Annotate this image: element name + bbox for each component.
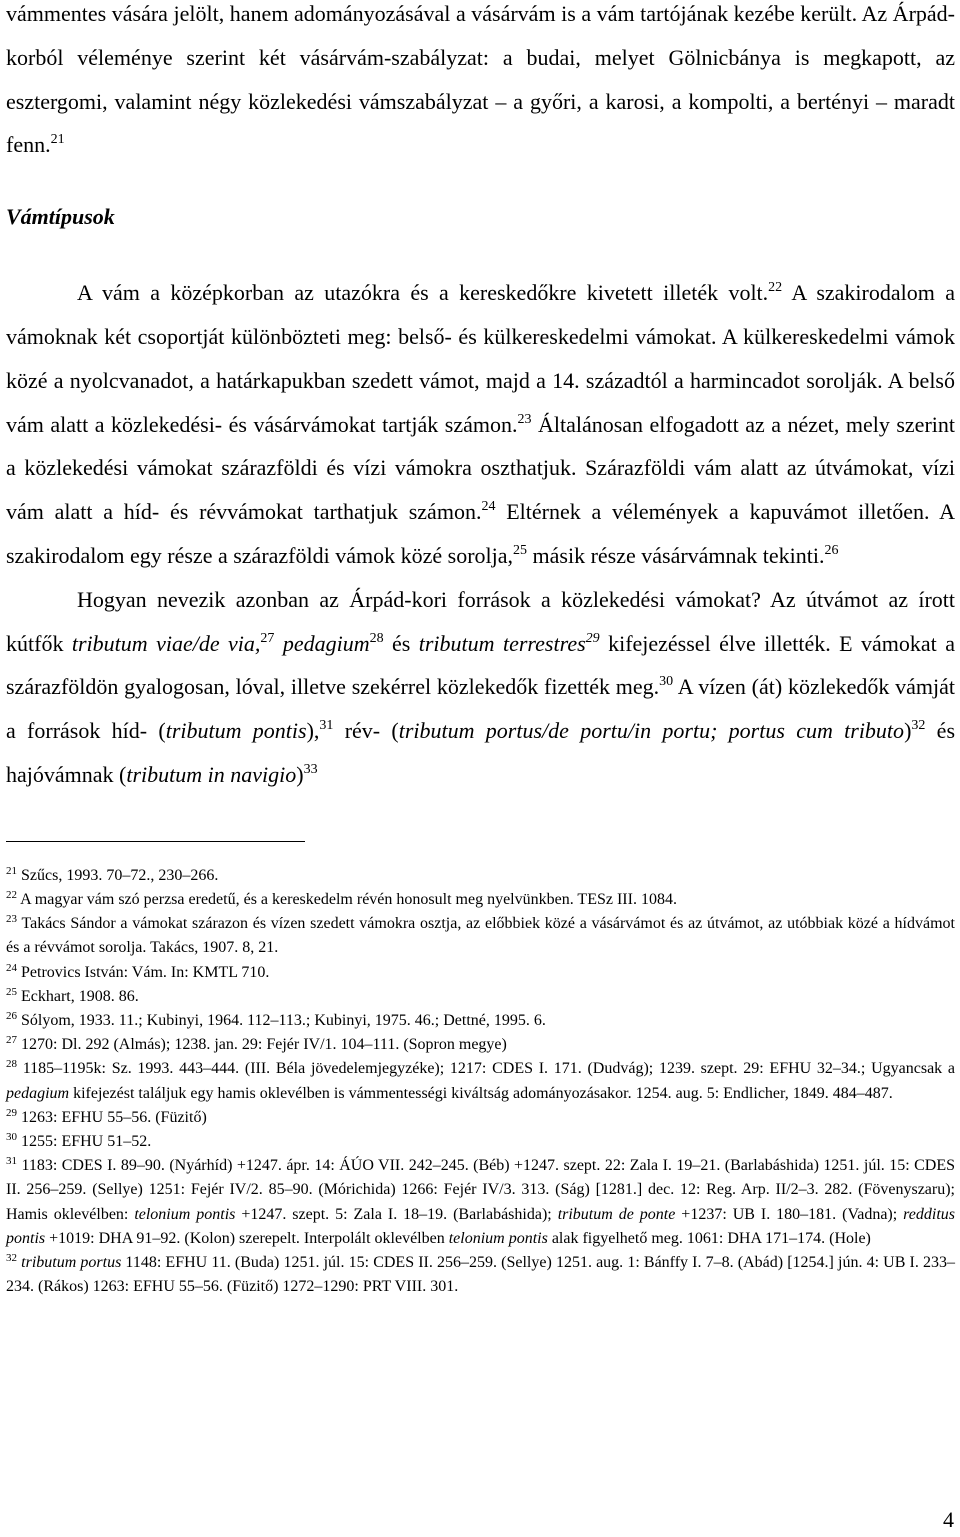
footnote-text: 1255: EFHU 51–52.: [21, 1132, 152, 1150]
footnote-ref-27[interactable]: 27: [260, 630, 275, 646]
footnote-number: 30: [6, 1130, 17, 1143]
footnote-number: 26: [6, 1009, 17, 1022]
page-number: 4: [943, 1507, 954, 1532]
footnote-28: [6, 1057, 955, 1105]
footnote-number: 22: [6, 888, 17, 901]
footnote-text: Sólyom, 1933. 11.; Kubinyi, 1964. 112–113.; Kubinyi, 1975. 46.; Dettné, 1995. 6.: [21, 1011, 546, 1029]
footnote-23: [6, 912, 955, 960]
footnote-separator: [6, 841, 305, 842]
footnote-ref-24[interactable]: 24: [481, 499, 496, 515]
footnote-text: 1270: Dl. 292 (Almás); 1238. jan. 29: Fejér IV/1. 104–111. (Sopron megye): [21, 1036, 507, 1054]
footnote-ref-33[interactable]: 33: [303, 761, 318, 777]
footnote-26: [6, 1009, 955, 1033]
paragraph-forrasok: [6, 578, 955, 797]
latin-term: pedagium: [282, 630, 370, 656]
footnote-text: 1148: EFHU 11. (Buda) 1251. júl. 15: CDES II. 256–259. (Sellye) 1251. aug. 1: Bánffy I. 7–8. (Abád) [1254.] jún. 4: UB I. 233–234. (Rákos) 1263: EFHU 55–56. (Füzitő) 1272–1290: PRT VIII. 301.: [6, 1254, 956, 1296]
footnote-text: 1263: EFHU 55–56. (Füzitő): [21, 1108, 207, 1126]
footnote-text: alak figyelhető meg. 1061: DHA 171–174. (Hole): [547, 1229, 871, 1247]
footnote-ref-21[interactable]: 21: [50, 132, 65, 148]
paragraph-text: kifejezéssel élve illették. E vámokat a szárazföldön gyalogosan, lóval, illetve szekérrel közlekedők fizették meg.: [6, 630, 955, 700]
footnote-ref-31[interactable]: 31: [319, 718, 334, 734]
paragraph-text: rév- (: [333, 718, 399, 744]
footnote-24: [6, 961, 955, 985]
latin-term: tributum in navigio: [126, 761, 297, 787]
footnote-ref-26[interactable]: 26: [824, 542, 839, 558]
footnote-25: [6, 985, 955, 1009]
footnote-ref-22[interactable]: 22: [768, 280, 783, 296]
latin-term: telonium pontis: [134, 1205, 236, 1223]
latin-term: redditus pontis: [6, 1205, 956, 1247]
footnote-22: [6, 888, 955, 912]
footnote-number: 25: [6, 985, 17, 998]
footnote-32: [6, 1251, 955, 1299]
footnote-ref-30[interactable]: 30: [659, 674, 674, 690]
paragraph-text: A vám a középkorban az utazókra és a kereskedőkre kivetett illeték volt.: [77, 280, 769, 306]
paragraph-text: A vízen (át) közlekedők vámját a források híd- (: [6, 674, 955, 744]
footnote-text: +1237: UB I. 180–181. (Vadna);: [675, 1205, 904, 1223]
footnote-29: [6, 1106, 955, 1130]
latin-term: tributum portus: [21, 1254, 122, 1271]
footnote-21: [6, 864, 955, 888]
footnote-text: kifejezést találjuk egy hamis oklevélben is vámmentességi kiváltság adományozásakor. 1254. aug. 5: Endlicher, 1849. 484–487.: [69, 1084, 893, 1102]
footnote-31: [6, 1154, 955, 1251]
footnote-text: Eckhart, 1908. 86.: [21, 987, 139, 1005]
paragraph-text: másik része vásárvámnak tekinti.: [527, 542, 825, 568]
footnote-number: 24: [6, 961, 17, 974]
footnote-ref-25[interactable]: 25: [513, 542, 528, 558]
footnote-number: 29: [6, 1106, 17, 1119]
footnote-text: 1183: CDES I. 89–90. (Nyárhíd) +1247. ápr. 14: ÁÚO VII. 242–245. (Béb) +1247. szept. 22: Zala I. 19–21. (Barlabáshida) 1251. júl. 15: CDES II. 256–259. (Sellye) 1251: Fejér IV/2. 85–90. (Mórichida) 1266: Fejér IV/3. 313. (Ság) [1281.] dec. 12: Reg. Arp. II/2–3. 282. (Fövenyszaru); Hamis oklevélben:: [6, 1157, 956, 1223]
footnote-text: Petrovics István: Vám. In: KMTL 710.: [21, 963, 270, 981]
paragraph-text: vámmentes vására jelölt, hanem adományozásával a vásárvám is a vám tartójának kezébe került. Az Árpád-korból véleménye szerint két vásárvám-szabályzat: a budai, melyet Gölnicbánya is megkapott, az esztergomi, valamint négy közlekedési vámszabályzat – a győri, a karosi, a kompolti, a bertényi – maradt fenn.: [6, 1, 955, 158]
footnote-ref-28[interactable]: 28: [369, 630, 384, 646]
footnote-ref-29[interactable]: 29: [585, 630, 600, 646]
main-text: [6, 0, 955, 1299]
latin-term: tributum viae/de via,: [71, 630, 261, 656]
section-heading: Vámtípusok: [6, 204, 115, 230]
footnote-27: [6, 1033, 955, 1057]
paragraph-text: ),: [306, 718, 320, 744]
latin-term: tributum terrestres: [418, 630, 586, 656]
footnote-text: +1019: DHA 91–92. (Kolon) szerepelt. Interpolált oklevélben: [45, 1229, 449, 1247]
footnote-text: Takács Sándor a vámokat szárazon és vízen szedett vámokra osztja, az előbbiek közé a vásárvámot és az útvámot, az utóbbiak közé a hídvámot és a révvámot sorolja. Takács, 1907. 8, 21.: [6, 915, 955, 957]
latin-term: telonium pontis: [448, 1229, 548, 1247]
footnote-number: 21: [6, 864, 17, 877]
footnote-ref-32[interactable]: 32: [911, 718, 926, 734]
footnote-number: 31: [6, 1155, 17, 1168]
footnote-number: 27: [6, 1034, 17, 1047]
latin-term: tributum portus/de portu/in portu; portus cum tributo: [398, 718, 905, 744]
paragraph-text: és hajóvámnak (: [6, 718, 956, 787]
footnote-text: +1247. szept. 5: Zala I. 18–19. (Barlabáshida);: [235, 1205, 558, 1223]
footnote-ref-23[interactable]: 23: [517, 411, 532, 427]
paragraph-continued: [6, 0, 955, 167]
footnote-number: 32: [6, 1252, 17, 1264]
paragraph-text: Hogyan nevezik azonban az Árpád-kori források a közlekedési vámokat? Az útvámot az írott kútfők: [6, 586, 955, 656]
paragraph-text: ): [904, 718, 912, 744]
footnote-number: 28: [6, 1058, 17, 1071]
footnote-text: 1185–1195k: Sz. 1993. 443–444. (III. Béla jövedelemjegyzéke); 1217: CDES I. 171. (Dudvág); 1239. szept. 29: EFHU 32–34.; Ugyancsak a: [22, 1060, 956, 1078]
paragraph-text: Eltérnek a vélemények a kapuvámot illetően. A szakirodalom egy része a szárazföldi vámok közé sorolja,: [6, 499, 955, 568]
footnotes: [6, 864, 955, 1300]
footnote-number: 23: [6, 913, 17, 926]
paragraph-text: és: [383, 630, 419, 656]
paragraph-text: A szakirodalom a vámoknak két csoportját különbözteti meg: belső- és külkereskedelmi vámokat. A külkereskedelmi vámok közé a nyolcvanadot, a határkapukban szedett vámot, majd a 14. századtól a harmincadot sorolják. A belső vám alatt a közlekedési- és vásárvámokat tartják számon.: [6, 280, 955, 437]
paragraph-text: Általánosan elfogadott az a nézet, mely szerint a közlekedési vámokat szárazföldi és vízi vámokra oszthatjuk. Szárazföldi vám alatt az útvámokat, vízi vám alatt a híd- és révvámokat tarthatjuk számon.: [6, 411, 955, 525]
footnote-text: A magyar vám szó perzsa eredetű, és a kereskedelm révén honosult meg nyelvünkben. TESz III. 1084.: [20, 890, 677, 908]
footnote-30: [6, 1130, 955, 1154]
latin-term: tributum de ponte: [557, 1205, 676, 1223]
paragraph-vamtipusok: [6, 271, 955, 578]
footnote-text: Szűcs, 1993. 70–72., 230–266.: [21, 866, 219, 884]
latin-term: pedagium: [6, 1084, 70, 1102]
paragraph-text: ): [296, 761, 304, 787]
latin-term: tributum pontis: [165, 718, 307, 744]
